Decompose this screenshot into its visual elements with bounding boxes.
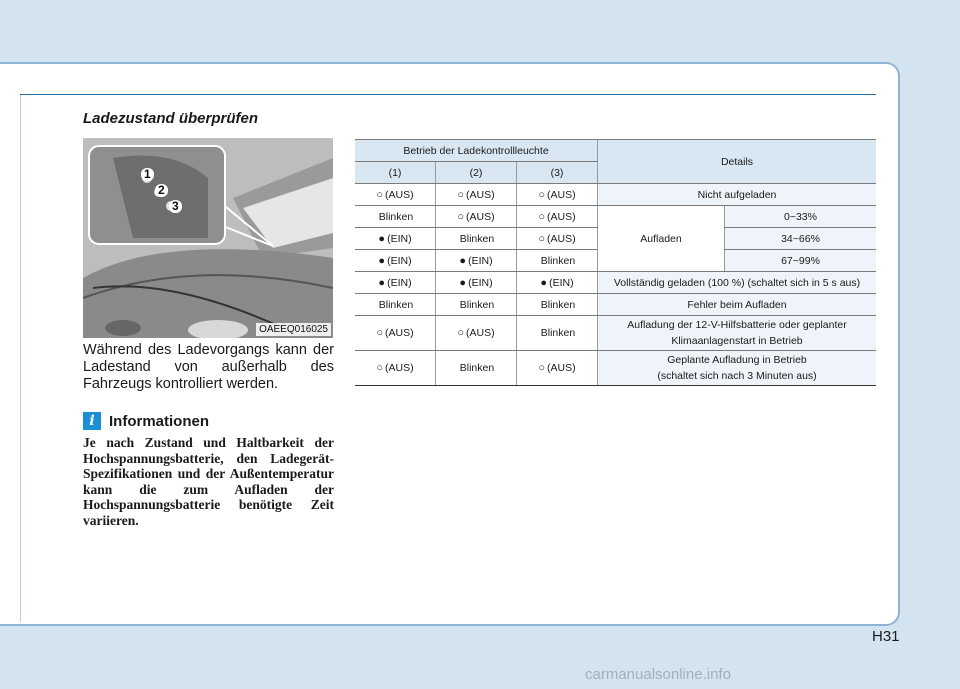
charging-group-cell: Aufladen (598, 206, 725, 272)
table-row (355, 272, 876, 294)
off-indicator-icon: ○ (376, 327, 384, 339)
cell-3: Blinken (540, 254, 576, 267)
on-indicator-icon: ● (540, 276, 548, 289)
cell-2: (AUS) (466, 327, 495, 339)
cell-3: (AUS) (547, 210, 576, 223)
info-icon: i (83, 412, 101, 430)
column-header-2: (2) (436, 162, 517, 184)
off-indicator-icon: ○ (457, 327, 465, 339)
callout-2: 2 (155, 184, 168, 197)
table-row (355, 184, 876, 206)
cell-3: Blinken (540, 327, 576, 339)
cell-2: (EIN) (468, 276, 493, 289)
cell-1: (EIN) (387, 232, 412, 245)
cell-1: (EIN) (387, 276, 412, 289)
cell-1: (AUS) (385, 362, 414, 374)
off-indicator-icon: ○ (457, 188, 465, 201)
detail-cell: Nicht aufgeladen (598, 184, 877, 206)
callout-3: 3 (169, 200, 182, 213)
car-hood-photo (83, 138, 333, 338)
off-indicator-icon: ○ (538, 210, 546, 223)
callout-1: 1 (141, 168, 154, 181)
off-indicator-icon: ○ (376, 188, 384, 201)
charging-status-table (355, 139, 876, 386)
on-indicator-icon: ● (459, 276, 467, 289)
cell-2: (AUS) (466, 188, 495, 201)
detail-cell: Vollständig geladen (100 %) (schaltet sich in 5 s aus) (598, 272, 877, 294)
on-indicator-icon: ● (378, 276, 386, 289)
info-text: Je nach Zustand und Haltbarkeit der Hochspannungsbatterie, den Ladegerät-Spezifikationen und der Außentemperatur kann die zum Aufladen der Hochspannungsbatterie benötigte Zeit variieren. (83, 435, 334, 528)
detail-cell (598, 316, 877, 351)
detail-line-1: Geplante Aufladung in Betrieb (667, 354, 807, 366)
cell-1: (AUS) (385, 327, 414, 339)
detail-line-2: Klimaanlagenstart in Betrieb (671, 335, 803, 347)
detail-cell: Fehler beim Aufladen (598, 294, 877, 316)
body-text: Während des Ladevorgangs kann der Ladestand von außerhalb des Fahrzeugs kontrolliert werden. (83, 342, 334, 392)
page-number: H31 (872, 628, 900, 645)
on-indicator-icon: ● (378, 232, 386, 245)
info-heading (83, 412, 209, 430)
column-header-1: (1) (355, 162, 436, 184)
off-indicator-icon: ○ (538, 188, 546, 201)
top-rule (20, 94, 876, 95)
off-indicator-icon: ○ (376, 362, 384, 374)
off-indicator-icon: ○ (538, 232, 546, 245)
cell-2: (EIN) (468, 254, 493, 267)
cell-1: (EIN) (387, 254, 412, 267)
table-row (355, 294, 876, 316)
detail-line-1: Aufladung der 12-V-Hilfsbatterie oder geplanter (627, 319, 847, 331)
cell-3: (EIN) (549, 276, 574, 289)
cell-3: (AUS) (547, 232, 576, 245)
detail-cell: 67~99% (725, 250, 877, 272)
column-header-3: (3) (517, 162, 598, 184)
on-indicator-icon: ● (459, 254, 467, 267)
cell-1: Blinken (378, 298, 414, 311)
off-indicator-icon: ○ (538, 362, 546, 374)
cell-2: Blinken (459, 362, 495, 374)
cell-3: (AUS) (547, 188, 576, 201)
detail-line-2: (schaltet sich nach 3 Minuten aus) (657, 370, 817, 382)
cell-1: (AUS) (385, 188, 414, 201)
cell-2: Blinken (459, 298, 495, 311)
cell-3: (AUS) (547, 362, 576, 374)
off-indicator-icon: ○ (457, 210, 465, 223)
details-header: Details (598, 140, 877, 184)
left-rule (20, 95, 21, 622)
car-illustration (83, 138, 333, 338)
on-indicator-icon: ● (378, 254, 386, 267)
detail-cell: 34~66% (725, 228, 877, 250)
cell-3: Blinken (540, 298, 576, 311)
detail-cell: 0~33% (725, 206, 877, 228)
photo-code: OAEEQ016025 (256, 323, 331, 336)
cell-2: Blinken (459, 232, 495, 245)
detail-cell (598, 351, 877, 386)
cell-1: Blinken (378, 210, 414, 223)
table-row (355, 206, 876, 228)
cell-2: (AUS) (466, 210, 495, 223)
table-row (355, 316, 876, 351)
info-title: Informationen (109, 412, 209, 430)
group-header: Betrieb der Ladekontrollleuchte (355, 140, 598, 162)
section-title: Ladezustand überprüfen (83, 110, 259, 127)
watermark: carmanualsonline.info (585, 666, 731, 683)
table-row (355, 351, 876, 386)
